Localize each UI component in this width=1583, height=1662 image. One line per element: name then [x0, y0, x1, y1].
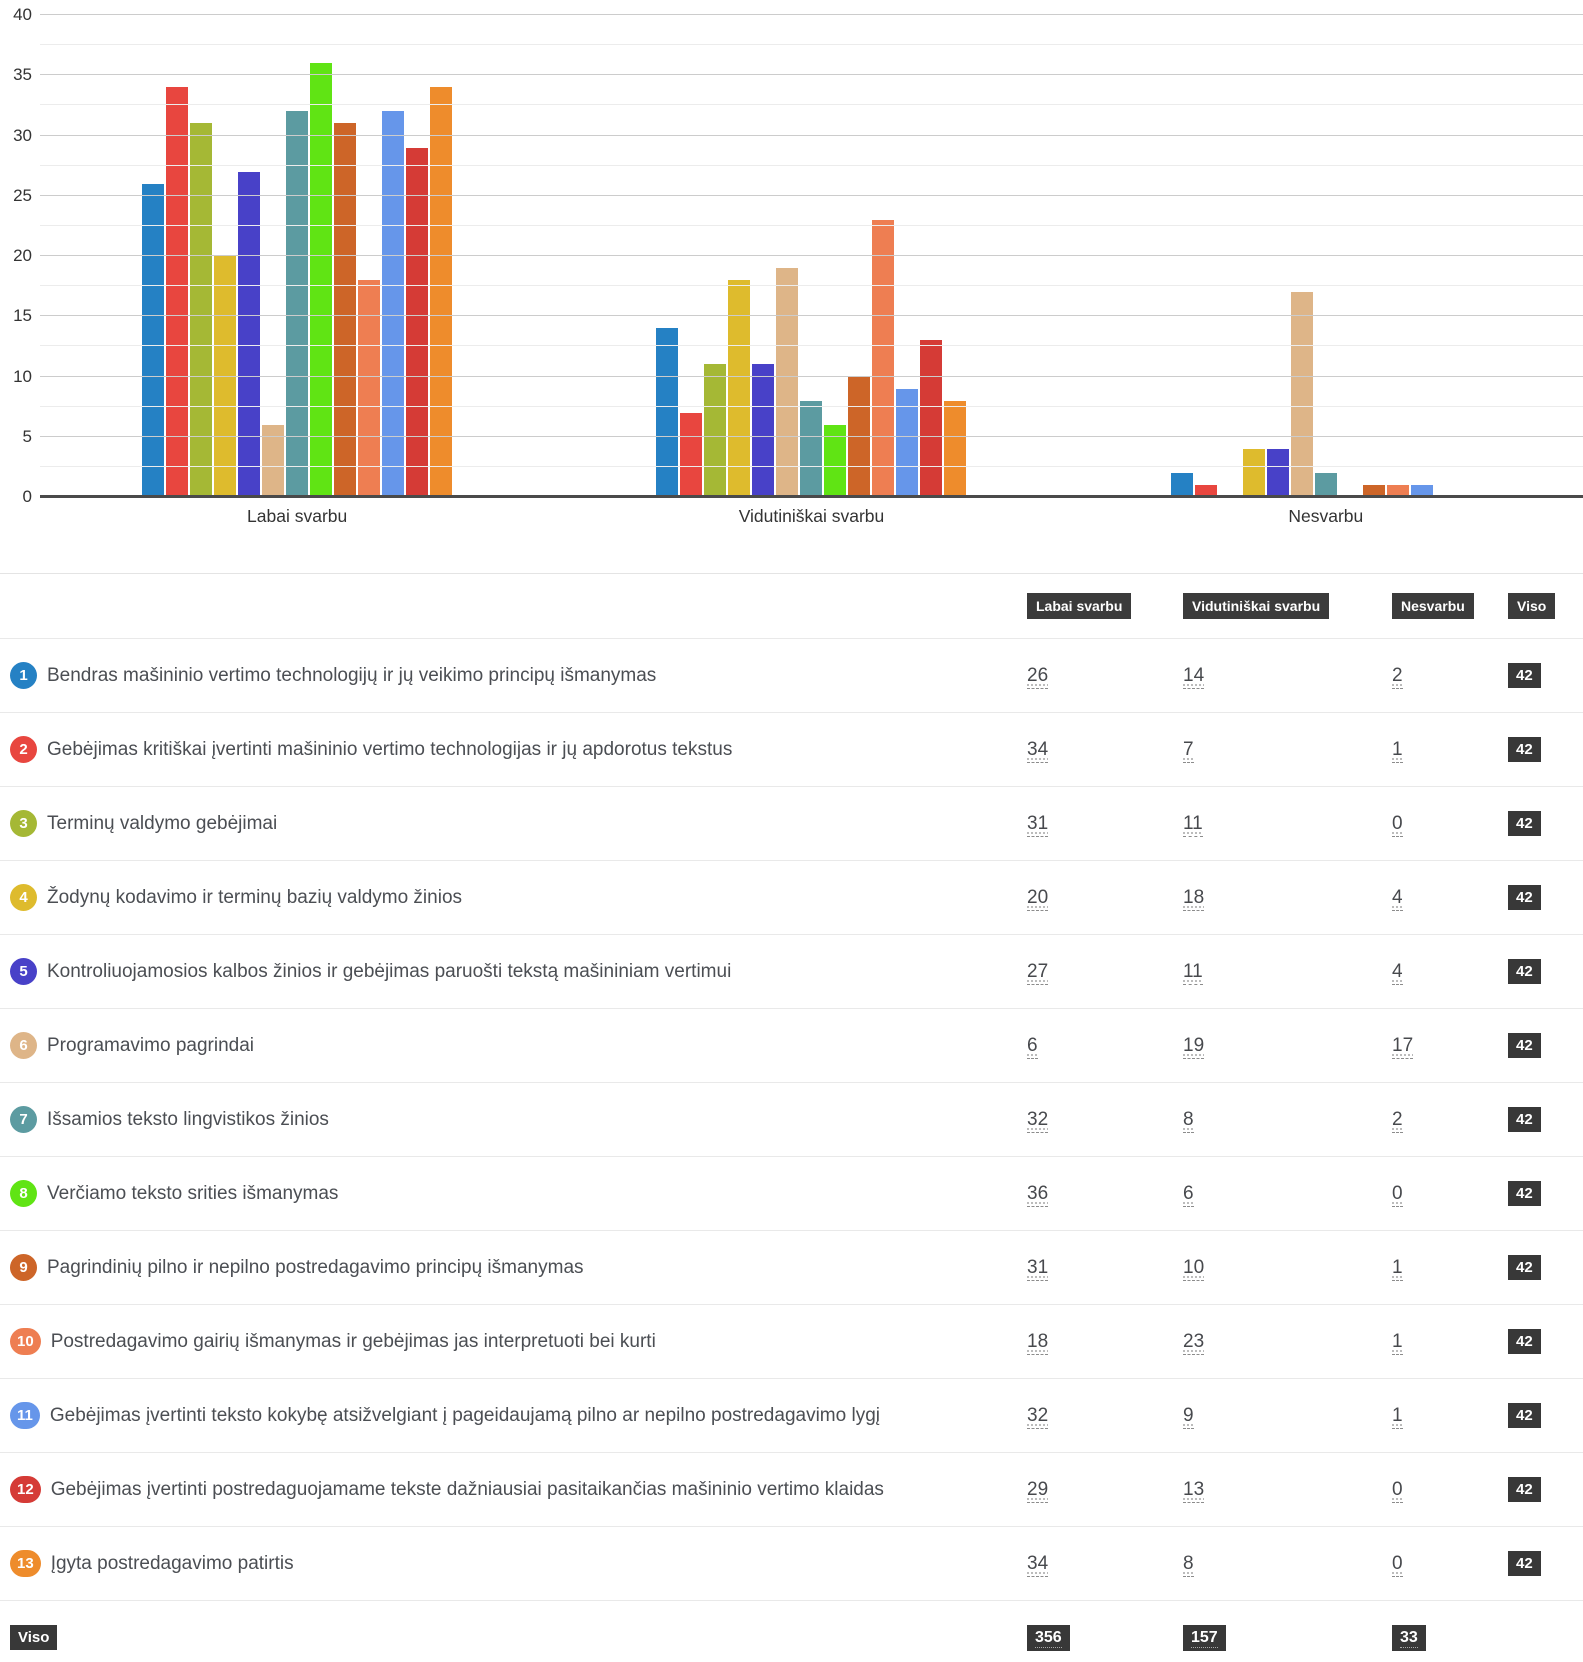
- table-row-7: [0, 1082, 1583, 1156]
- row-total-badge: 42: [1508, 1255, 1541, 1280]
- category-label-labai-svarbu: Labai svarbu: [247, 506, 348, 526]
- value-vidutiniskai[interactable]: 8: [1183, 1553, 1194, 1577]
- row-total-badge: 42: [1508, 663, 1541, 688]
- gridline: [40, 104, 1583, 105]
- table-row-3: [0, 786, 1583, 860]
- bar-series-1[interactable]: [656, 328, 678, 497]
- row-total-badge: 42: [1508, 1477, 1541, 1502]
- y-axis-tick-label: 10: [13, 366, 32, 386]
- question-label: Postredagavimo gairių išmanymas ir gebėjimas jas interpretuoti bei kurti: [50, 1330, 656, 1352]
- question-cell: [0, 1476, 1027, 1503]
- value-nesvarbu[interactable]: 0: [1392, 813, 1403, 837]
- total-vidutiniskai-svarbu: 157: [1183, 1625, 1226, 1651]
- footer-viso-label: Viso: [10, 1625, 57, 1650]
- bar-series-11[interactable]: [382, 111, 404, 497]
- bar-series-4[interactable]: [214, 256, 236, 497]
- value-labai[interactable]: 6: [1027, 1035, 1038, 1059]
- question-cell: [0, 1106, 1027, 1133]
- bar-series-10[interactable]: [358, 280, 380, 497]
- bar-series-1[interactable]: [142, 184, 164, 497]
- header-vidutiniskai-svarbu: Vidutiniškai svarbu: [1183, 593, 1329, 619]
- bar-series-7[interactable]: [286, 111, 308, 497]
- bar-series-7[interactable]: [800, 401, 822, 497]
- value-labai[interactable]: 32: [1027, 1109, 1048, 1133]
- value-vidutiniskai[interactable]: 10: [1183, 1257, 1204, 1281]
- question-cell: [0, 662, 1027, 689]
- bar-series-5[interactable]: [1267, 449, 1289, 497]
- gridline: [40, 436, 1583, 437]
- value-nesvarbu[interactable]: 0: [1392, 1553, 1403, 1577]
- value-labai[interactable]: 31: [1027, 1257, 1048, 1281]
- x-axis-labels: [40, 506, 1583, 527]
- table-row-13: [0, 1526, 1583, 1600]
- question-cell: [0, 1032, 1027, 1059]
- table-row-1: [0, 638, 1583, 712]
- gridline: [40, 74, 1583, 75]
- row-total-badge: 42: [1508, 1181, 1541, 1206]
- value-vidutiniskai[interactable]: 7: [1183, 739, 1194, 763]
- question-cell: [0, 1254, 1027, 1281]
- question-label: Bendras mašininio vertimo technologijų ir jų veikimo principų išmanymas: [47, 664, 657, 686]
- value-labai[interactable]: 36: [1027, 1183, 1048, 1207]
- y-axis-tick-label: 20: [13, 246, 32, 265]
- table-footer-row: [0, 1600, 1583, 1662]
- question-cell: [0, 958, 1027, 985]
- table-header-row: [0, 574, 1583, 638]
- value-labai[interactable]: 18: [1027, 1331, 1048, 1355]
- gridline: [40, 406, 1583, 407]
- category-label-nesvarbu: Nesvarbu: [1288, 506, 1364, 526]
- row-total-badge: 42: [1508, 1329, 1541, 1354]
- y-axis-tick-label: 25: [13, 185, 32, 205]
- bar-series-7[interactable]: [1315, 473, 1337, 497]
- value-vidutiniskai[interactable]: 11: [1183, 961, 1203, 985]
- gridline: [40, 466, 1583, 467]
- question-cell: [0, 810, 1027, 837]
- bar-group-3: [1069, 15, 1583, 497]
- category-label-vidutiniskai-svarbu: Vidutiniškai svarbu: [738, 506, 885, 526]
- gridline: [40, 14, 1583, 15]
- bar-series-9[interactable]: [848, 377, 870, 498]
- value-labai[interactable]: 32: [1027, 1405, 1048, 1429]
- results-table: [0, 573, 1583, 1662]
- gridline: [40, 255, 1583, 256]
- total-labai-svarbu: 356: [1027, 1625, 1070, 1651]
- value-nesvarbu[interactable]: 1: [1392, 739, 1403, 763]
- total-nesvarbu: 33: [1392, 1625, 1426, 1651]
- y-axis-tick-label: 15: [13, 306, 32, 326]
- gridline: [40, 165, 1583, 166]
- row-total-badge: 42: [1508, 1107, 1541, 1132]
- value-nesvarbu[interactable]: 4: [1392, 887, 1403, 911]
- bar-series-4[interactable]: [728, 280, 750, 497]
- row-total-badge: 42: [1508, 1403, 1541, 1428]
- row-total-badge: 42: [1508, 1033, 1541, 1058]
- bar-series-10[interactable]: [872, 220, 894, 497]
- value-nesvarbu[interactable]: 0: [1392, 1183, 1403, 1207]
- question-label: Žodynų kodavimo ir terminų bazių valdymo žinios: [47, 886, 463, 908]
- bar-series-9[interactable]: [334, 123, 356, 497]
- y-axis-tick-label: 5: [22, 426, 32, 446]
- question-label: Išsamios teksto lingvistikos žinios: [47, 1108, 329, 1130]
- value-labai[interactable]: 34: [1027, 739, 1048, 763]
- bar-series-1[interactable]: [1171, 473, 1193, 497]
- question-label: Verčiamo teksto srities išmanymas: [47, 1182, 339, 1204]
- row-total-badge: 42: [1508, 737, 1541, 762]
- y-axis-tick-label: 35: [13, 65, 32, 85]
- bar-series-13[interactable]: [944, 401, 966, 497]
- question-cell: [0, 1180, 1027, 1207]
- row-number-badge: 5: [10, 958, 37, 985]
- row-number-badge: 4: [10, 884, 37, 911]
- row-total-badge: 42: [1508, 959, 1541, 984]
- chart-plot-area: [0, 5, 1583, 506]
- header-nesvarbu: Nesvarbu: [1392, 593, 1474, 619]
- row-number-badge: 12: [10, 1476, 41, 1503]
- gridline: [40, 225, 1583, 226]
- question-cell: [0, 1328, 1027, 1355]
- value-vidutiniskai[interactable]: 9: [1183, 1405, 1194, 1429]
- table-row-5: [0, 934, 1583, 1008]
- value-labai[interactable]: 29: [1027, 1479, 1048, 1503]
- value-nesvarbu[interactable]: 2: [1392, 665, 1403, 689]
- value-vidutiniskai[interactable]: 13: [1183, 1479, 1204, 1503]
- question-label: Gebėjimas įvertinti postredaguojamame tekste dažniausiai pasitaikančias mašininio vertimo klaidas: [50, 1478, 884, 1500]
- value-vidutiniskai[interactable]: 23: [1183, 1331, 1204, 1355]
- value-nesvarbu[interactable]: 17: [1392, 1035, 1413, 1059]
- table-row-6: [0, 1008, 1583, 1082]
- row-number-badge: 3: [10, 810, 37, 837]
- gridline: [40, 315, 1583, 316]
- y-axis-tick-label: 0: [22, 487, 32, 506]
- value-labai[interactable]: 31: [1027, 813, 1048, 837]
- question-cell: [0, 1550, 1027, 1577]
- question-label: Terminų valdymo gebėjimai: [47, 812, 278, 834]
- y-axis-tick-label: 30: [13, 125, 32, 145]
- question-label: Įgyta postredagavimo patirtis: [50, 1552, 294, 1574]
- row-number-badge: 11: [10, 1402, 40, 1429]
- value-nesvarbu[interactable]: 4: [1392, 961, 1403, 985]
- table-row-9: [0, 1230, 1583, 1304]
- bar-series-12[interactable]: [920, 340, 942, 497]
- question-cell: [0, 736, 1027, 763]
- bar-series-5[interactable]: [752, 364, 774, 497]
- question-cell: [0, 1402, 1027, 1429]
- gridline: [40, 135, 1583, 136]
- value-vidutiniskai[interactable]: 19: [1183, 1035, 1204, 1059]
- y-axis-tick-label: 40: [13, 5, 32, 24]
- question-label: Gebėjimas kritiškai įvertinti mašininio vertimo technologijas ir jų apdorotus tekstus: [47, 738, 733, 760]
- bar-group-2: [554, 15, 1068, 497]
- value-vidutiniskai[interactable]: 8: [1183, 1109, 1194, 1133]
- value-nesvarbu[interactable]: 1: [1392, 1405, 1403, 1429]
- question-cell: [0, 884, 1027, 911]
- value-vidutiniskai[interactable]: 14: [1183, 665, 1204, 689]
- row-number-badge: 10: [10, 1328, 41, 1355]
- row-number-badge: 9: [10, 1254, 37, 1281]
- bar-series-8[interactable]: [310, 63, 332, 497]
- table-row-2: [0, 712, 1583, 786]
- table-row-4: [0, 860, 1583, 934]
- x-axis-line: [40, 495, 1583, 498]
- row-number-badge: 2: [10, 736, 37, 763]
- table-body: [0, 638, 1583, 1600]
- question-label: Gebėjimas įvertinti teksto kokybę atsižvelgiant į pageidaujamą pilno ar nepilno postredagavimo lygį: [49, 1404, 880, 1426]
- value-nesvarbu[interactable]: 2: [1392, 1109, 1403, 1133]
- bar-series-5[interactable]: [238, 172, 260, 497]
- bar-series-4[interactable]: [1243, 449, 1265, 497]
- question-label: Pagrindinių pilno ir nepilno postredagavimo principų išmanymas: [47, 1256, 584, 1278]
- table-row-12: [0, 1452, 1583, 1526]
- row-total-badge: 42: [1508, 885, 1541, 910]
- value-nesvarbu[interactable]: 1: [1392, 1331, 1403, 1355]
- question-label: Kontroliuojamosios kalbos žinios ir gebėjimas paruošti tekstą mašininiam vertimui: [47, 960, 732, 982]
- bar-groups: [40, 15, 1583, 497]
- row-number-badge: 13: [10, 1550, 41, 1577]
- header-viso: Viso: [1508, 593, 1555, 619]
- gridline: [40, 345, 1583, 346]
- header-labai-svarbu: Labai svarbu: [1027, 593, 1131, 619]
- row-number-badge: 8: [10, 1180, 37, 1207]
- row-total-badge: 42: [1508, 1551, 1541, 1576]
- row-number-badge: 6: [10, 1032, 37, 1059]
- table-row-10: [0, 1304, 1583, 1378]
- value-vidutiniskai[interactable]: 6: [1183, 1183, 1194, 1207]
- bar-series-2[interactable]: [680, 413, 702, 497]
- value-labai[interactable]: 20: [1027, 887, 1048, 911]
- value-vidutiniskai[interactable]: 11: [1183, 813, 1203, 837]
- row-total-badge: 42: [1508, 811, 1541, 836]
- bar-group-1: [40, 15, 554, 497]
- grouped-bar-chart: [0, 0, 1583, 545]
- row-number-badge: 1: [10, 662, 37, 689]
- gridline: [40, 195, 1583, 196]
- bar-series-3[interactable]: [190, 123, 212, 497]
- bar-series-12[interactable]: [406, 148, 428, 497]
- value-labai[interactable]: 26: [1027, 665, 1048, 689]
- table-row-11: [0, 1378, 1583, 1452]
- question-label: Programavimo pagrindai: [47, 1034, 254, 1056]
- value-nesvarbu[interactable]: 0: [1392, 1479, 1403, 1503]
- value-labai[interactable]: 27: [1027, 961, 1048, 985]
- table-row-8: [0, 1156, 1583, 1230]
- value-nesvarbu[interactable]: 1: [1392, 1257, 1403, 1281]
- row-number-badge: 7: [10, 1106, 37, 1133]
- value-labai[interactable]: 34: [1027, 1553, 1048, 1577]
- bar-series-3[interactable]: [704, 364, 726, 497]
- gridline: [40, 376, 1583, 377]
- value-vidutiniskai[interactable]: 18: [1183, 887, 1204, 911]
- gridline: [40, 44, 1583, 45]
- bar-series-6[interactable]: [776, 268, 798, 497]
- gridline: [40, 285, 1583, 286]
